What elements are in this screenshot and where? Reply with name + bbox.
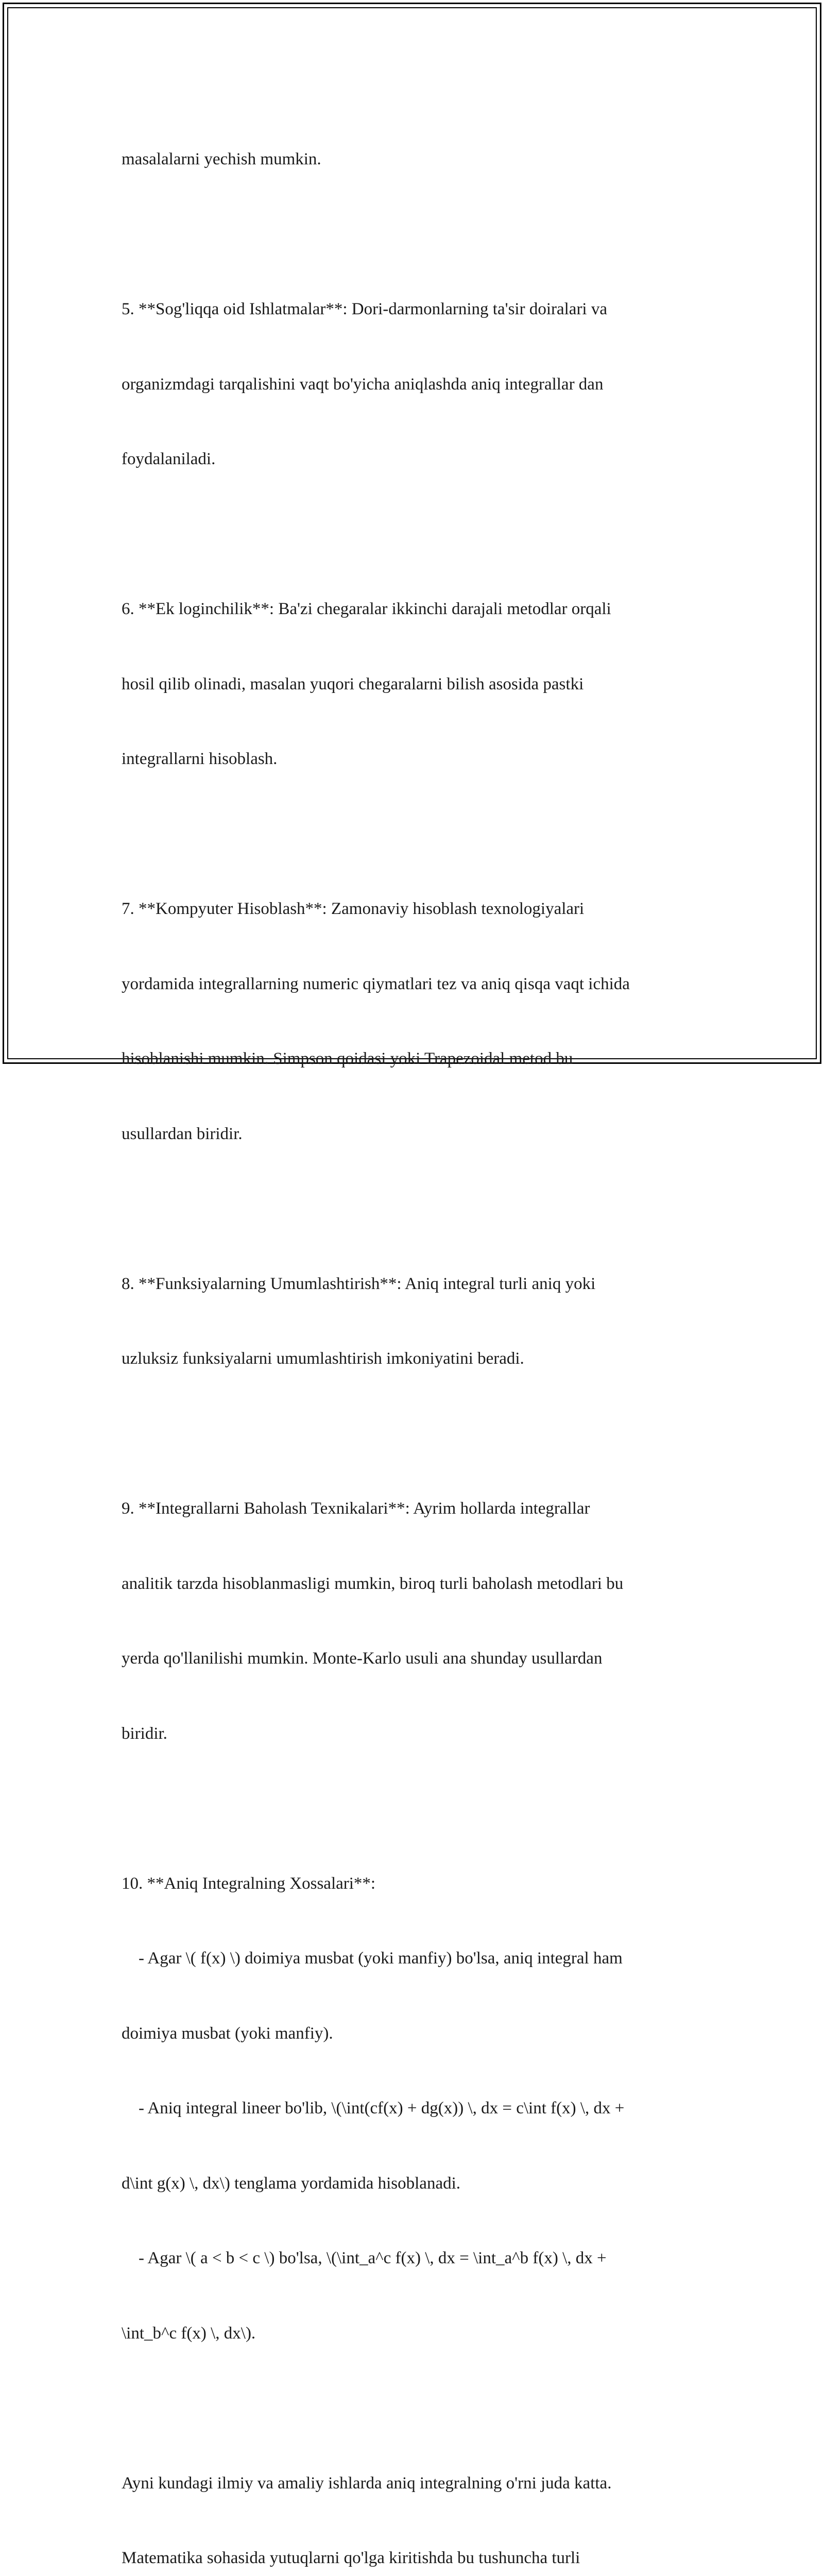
text-line: hisoblanishi mumkin. Simpson qoidasi yoki Trapezoidal metod bu	[122, 1046, 698, 1072]
text-line: integrallarni hisoblash.	[122, 747, 698, 772]
text-line: foydalaniladi.	[122, 447, 698, 472]
paragraph-item-7	[122, 846, 698, 1196]
paragraph-conclusion	[122, 2421, 698, 2576]
text-line: Ayni kundagi ilmiy va amaliy ishlarda aniq integralning o'rni juda katta.	[122, 2471, 698, 2496]
paragraph-item-9	[122, 1446, 698, 1796]
text-line: uzluksiz funksiyalarni umumlashtirish imkoniyatini beradi.	[122, 1346, 698, 1371]
text-line: analitik tarzda hisoblanmasligi mumkin, biroq turli baholash metodlari bu	[122, 1571, 698, 1597]
text-line: - Aniq integral lineer bo'lib, \(\int(cf(x) + dg(x)) \, dx = c\int f(x) \, dx +	[122, 2096, 698, 2121]
paragraph-item-6	[122, 547, 698, 822]
text-line: biridir.	[122, 1721, 698, 1747]
text-line: - Agar \( f(x) \) doimiya musbat (yoki manfiy) bo'lsa, aniq integral ham	[122, 1946, 698, 1971]
text-line: organizmdagi tarqalishini vaqt bo'yicha aniqlashda aniq integrallar dan	[122, 372, 698, 397]
text-line: yordamida integrallarning numeric qiymatlari tez va aniq qisqa vaqt ichida	[122, 972, 698, 997]
text-line: d\int g(x) \, dx\) tenglama yordamida hisoblanadi.	[122, 2171, 698, 2196]
text-line: hosil qilib olinadi, masalan yuqori chegaralarni bilish asosida pastki	[122, 672, 698, 697]
text-line: yerda qo'llanilishi mumkin. Monte-Karlo usuli ana shunday usullardan	[122, 1646, 698, 1671]
text-line: 5. **Sog'liqqa oid Ishlatmalar**: Dori-darmonlarning ta'sir doiralari va	[122, 297, 698, 322]
text-line: masalalarni yechish mumkin.	[122, 147, 698, 172]
document-body	[122, 97, 698, 2576]
text-line: \int_b^c f(x) \, dx\).	[122, 2321, 698, 2346]
paragraph-item-5	[122, 247, 698, 522]
text-line: 10. **Aniq Integralning Xossalari**:	[122, 1871, 698, 1896]
paragraph-item-8	[122, 1222, 698, 1421]
text-line: usullardan biridir.	[122, 1122, 698, 1147]
text-line: 9. **Integrallarni Baholash Texnikalari**: Ayrim hollarda integrallar	[122, 1496, 698, 1521]
text-line: 8. **Funksiyalarning Umumlashtirish**: Aniq integral turli aniq yoki	[122, 1272, 698, 1297]
text-line: 6. **Ek loginchilik**: Ba'zi chegaralar ikkinchi darajali metodlar orqali	[122, 597, 698, 622]
paragraph-intro	[122, 97, 698, 222]
paragraph-item-10	[122, 1821, 698, 2396]
text-line: doimiya musbat (yoki manfiy).	[122, 2021, 698, 2046]
text-line: Matematika sohasida yutuqlarni qo'lga kiritishda bu tushuncha turli	[122, 2546, 698, 2571]
text-line: 7. **Kompyuter Hisoblash**: Zamonaviy hisoblash texnologiyalari	[122, 896, 698, 922]
text-line: - Agar \( a < b < c \) bo'lsa, \(\int_a^c f(x) \, dx = \int_a^b f(x) \, dx +	[122, 2246, 698, 2271]
